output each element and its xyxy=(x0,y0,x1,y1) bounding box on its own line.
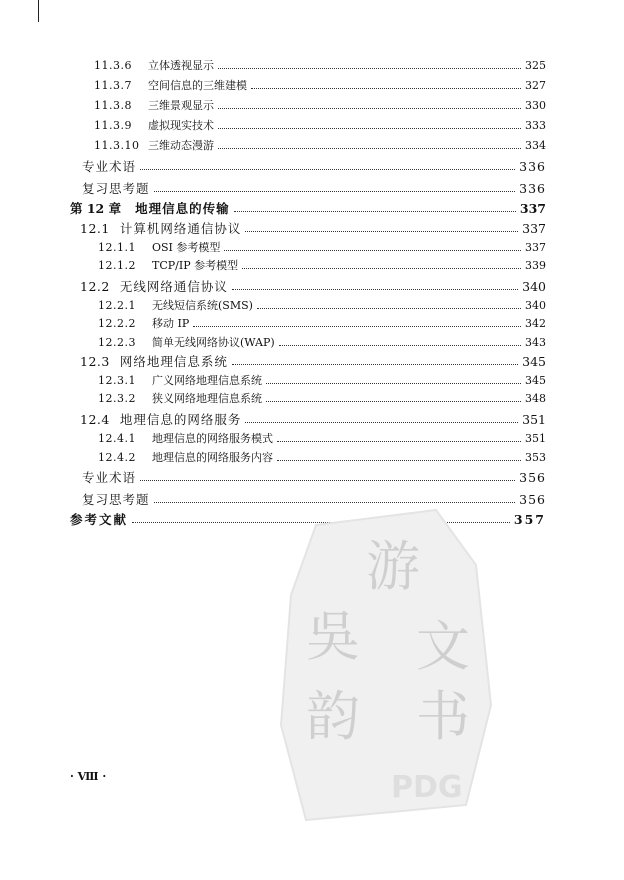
toc-entry-page: 351 xyxy=(522,412,546,427)
toc-leader-dots xyxy=(277,460,521,461)
toc-entry-title: 复习思考题 xyxy=(82,492,150,507)
watermark-char-2: 吳 xyxy=(306,605,360,668)
toc-leader-dots xyxy=(245,422,518,423)
toc-entry xyxy=(98,239,546,255)
toc-entry-page: 336 xyxy=(519,181,546,196)
toc-entry xyxy=(98,297,546,313)
watermark-char-1: 游 xyxy=(366,535,420,598)
toc-entry xyxy=(98,390,546,406)
toc-entry-title: 地理信息的网络服务 xyxy=(119,412,242,427)
toc-entry-page: 351 xyxy=(525,432,546,445)
toc-entry xyxy=(82,468,546,486)
toc-entry-title: 简单无线网络协议(WAP) xyxy=(152,336,275,349)
toc-entry-title: 空间信息的三维建模 xyxy=(148,79,247,92)
toc-entry-number: 12.1.1 xyxy=(98,241,136,254)
toc-entry xyxy=(98,449,546,465)
toc-entry-title: 无线短信系统(SMS) xyxy=(152,299,253,312)
toc-entry-title: 三维景观显示 xyxy=(148,99,214,112)
toc-entry xyxy=(98,372,546,388)
toc-entry-title: 参考文献 xyxy=(70,512,129,527)
toc-entry-number: 12.4.1 xyxy=(98,432,136,445)
toc-entry-number: 11.3.7 xyxy=(94,79,132,92)
watermark-char-4: 韵 xyxy=(306,685,360,748)
toc-entry-number: 12.4 xyxy=(80,412,110,427)
toc-entry-title: 三维动态漫游 xyxy=(148,139,214,152)
toc-leader-dots xyxy=(242,268,521,269)
toc-entry xyxy=(80,219,546,237)
toc-entry-number: 12.2.2 xyxy=(98,317,136,330)
toc-entry-page: 325 xyxy=(525,59,546,72)
toc-entry-title: 虚拟现实技术 xyxy=(148,119,214,132)
toc-entry-title: 地理信息的网络服务内容 xyxy=(152,451,273,464)
toc-leader-dots xyxy=(154,502,516,503)
toc-entry-title: 地理信息的传输 xyxy=(135,201,230,216)
toc-entry-title: 计算机网络通信协议 xyxy=(119,221,242,236)
toc-entry-page: 340 xyxy=(525,299,546,312)
watermark-char-3: 文 xyxy=(416,615,470,678)
toc-leader-dots xyxy=(154,191,516,192)
toc-entry-page: 330 xyxy=(525,99,546,112)
toc-entry-number: 12.2.1 xyxy=(98,299,136,312)
toc-leader-dots xyxy=(218,148,521,149)
toc-entry-number: 12.1 xyxy=(80,221,110,236)
toc-entry-page: 339 xyxy=(525,259,546,272)
toc-entry xyxy=(70,199,546,217)
toc-entry xyxy=(94,117,546,133)
toc-entry-page: 337 xyxy=(525,241,546,254)
toc-leader-dots xyxy=(140,480,515,481)
toc-entry-title: 专业术语 xyxy=(82,470,137,485)
toc-leader-dots xyxy=(234,211,516,212)
toc-entry-title: 复习思考题 xyxy=(82,181,150,196)
toc-entry xyxy=(94,57,546,73)
seal-watermark xyxy=(276,505,496,825)
toc-leader-dots xyxy=(251,88,521,89)
toc-entry-number: 第 12 章 xyxy=(70,201,122,216)
toc-leader-dots xyxy=(193,326,521,327)
toc-entry-title: 狭义网络地理信息系统 xyxy=(152,392,262,405)
toc-leader-dots xyxy=(218,128,521,129)
toc-leader-dots xyxy=(277,441,521,442)
toc-entry-number: 12.3.2 xyxy=(98,392,136,405)
toc-entry xyxy=(94,97,546,113)
toc-entry-title: 网络地理信息系统 xyxy=(119,354,228,369)
toc-leader-dots xyxy=(224,250,521,251)
toc-leader-dots xyxy=(257,308,521,309)
toc-entry-number: 11.3.9 xyxy=(94,119,132,132)
toc-entry-page: 357 xyxy=(513,512,546,527)
toc-entry-page: 333 xyxy=(525,119,546,132)
toc-entry-page: 356 xyxy=(519,470,546,485)
toc-entry-number: 12.3.1 xyxy=(98,374,136,387)
toc-entry-number: 11.3.6 xyxy=(94,59,132,72)
toc-entry-number: 12.2 xyxy=(80,279,110,294)
toc-entry xyxy=(80,410,546,428)
toc-leader-dots xyxy=(266,401,521,402)
toc-entry-page: 353 xyxy=(525,451,546,464)
toc-entry-title: 广义网络地理信息系统 xyxy=(152,374,262,387)
toc-leader-dots xyxy=(218,108,521,109)
toc-entry xyxy=(82,179,546,197)
toc-entry-page: 337 xyxy=(519,201,546,216)
toc-entry-title: OSI 参考模型 xyxy=(152,241,221,254)
toc-entry-page: 343 xyxy=(525,336,546,349)
toc-entry-number: 12.1.2 xyxy=(98,259,136,272)
toc-leader-dots xyxy=(279,345,521,346)
toc-entry-number: 12.4.2 xyxy=(98,451,136,464)
toc-entry-number: 11.3.10 xyxy=(94,139,140,152)
watermark-pdg-label: PDG xyxy=(391,770,463,805)
toc-entry-page: 348 xyxy=(525,392,546,405)
toc-entry xyxy=(94,137,546,153)
toc-leader-dots xyxy=(266,383,521,384)
toc-entry xyxy=(80,352,546,370)
toc-entry-title: 立体透视显示 xyxy=(148,59,214,72)
toc-entry-page: 340 xyxy=(522,279,546,294)
toc-entry-page: 336 xyxy=(519,159,546,174)
toc-entry-number: 12.3 xyxy=(80,354,110,369)
toc-entry-number: 11.3.8 xyxy=(94,99,132,112)
toc-entry-page: 327 xyxy=(525,79,546,92)
toc-entry-page: 334 xyxy=(525,139,546,152)
watermark-char-5: 书 xyxy=(416,685,470,748)
toc-entry-page: 342 xyxy=(525,317,546,330)
toc-entry-title: 移动 IP xyxy=(152,317,190,330)
toc-leader-dots xyxy=(218,68,521,69)
toc-entry xyxy=(98,430,546,446)
toc-entry xyxy=(98,257,546,273)
toc-entry xyxy=(98,315,546,331)
toc-leader-dots xyxy=(245,231,518,232)
toc-entry-title: 专业术语 xyxy=(82,159,137,174)
toc-entry-page: 337 xyxy=(522,221,546,236)
toc-entry-page: 345 xyxy=(522,354,546,369)
toc-leader-dots xyxy=(232,289,518,290)
toc-leader-dots xyxy=(232,364,518,365)
page-number: · Ⅷ · xyxy=(70,770,107,783)
toc-entry xyxy=(80,277,546,295)
toc-entry-number: 12.2.3 xyxy=(98,336,136,349)
toc-entry-page: 356 xyxy=(519,492,546,507)
toc-entry-title: TCP/IP 参考模型 xyxy=(152,259,239,272)
toc-entry-page: 345 xyxy=(525,374,546,387)
toc-entry xyxy=(82,157,546,175)
toc-entry xyxy=(98,334,546,350)
toc-entry xyxy=(94,77,546,93)
toc-leader-dots xyxy=(140,169,515,170)
toc-entry-title: 无线网络通信协议 xyxy=(119,279,228,294)
toc-entry-title: 地理信息的网络服务模式 xyxy=(152,432,273,445)
